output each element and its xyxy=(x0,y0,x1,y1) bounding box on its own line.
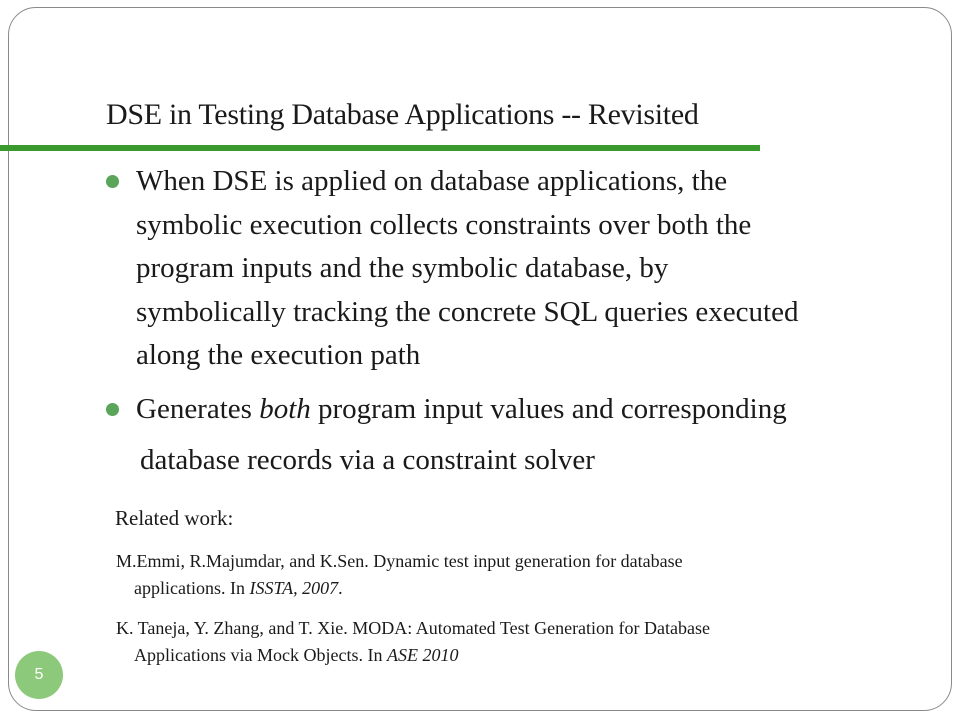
reference-line: M.Emmi, R.Majumdar, and K.Sen. Dynamic test input generation for database xyxy=(116,551,683,571)
reference-text: applications. In xyxy=(134,578,250,598)
reference-text: . xyxy=(338,578,343,598)
bullet-item-dse-constraints xyxy=(106,160,916,378)
slide-title: DSE in Testing Database Applications -- Revisited xyxy=(106,98,699,131)
bullet-text-post: program input values and corresponding xyxy=(310,392,787,425)
title-underline-rule xyxy=(0,145,760,151)
bullet-text-pre: Generates xyxy=(136,392,260,425)
bullet-item-generates xyxy=(106,388,916,483)
reference-venue: ISSTA, 2007 xyxy=(249,578,339,598)
bullet-dot-icon xyxy=(106,175,119,188)
bullet-dot-icon xyxy=(106,403,119,416)
reference-venue: ASE 2010 xyxy=(386,645,459,665)
bullet-line: program inputs and the symbolic database, by xyxy=(136,252,669,284)
reference-text: Applications via Mock Objects. In xyxy=(134,645,387,665)
bullet-continuation-line: database records via a constraint solver xyxy=(140,444,595,476)
reference-line xyxy=(116,575,836,602)
bullet-text-emphasis: both xyxy=(259,392,311,425)
page-number-badge: 5 xyxy=(15,651,63,699)
reference-line: K. Taneja, Y. Zhang, and T. Xie. MODA: Automated Test Generation for Database xyxy=(116,618,710,638)
related-work-heading: Related work: xyxy=(115,506,234,530)
bullet-line: When DSE is applied on database applications, the xyxy=(136,165,728,197)
reference-line xyxy=(116,642,836,669)
reference-taneja xyxy=(116,615,836,669)
bullet-line: along the execution path xyxy=(136,339,421,371)
reference-emmi xyxy=(116,548,836,602)
bullet-line: symbolically tracking the concrete SQL queries executed xyxy=(136,295,799,328)
bullet-list xyxy=(106,160,916,483)
bullet-line: symbolic execution collects constraints over both the xyxy=(136,208,752,241)
